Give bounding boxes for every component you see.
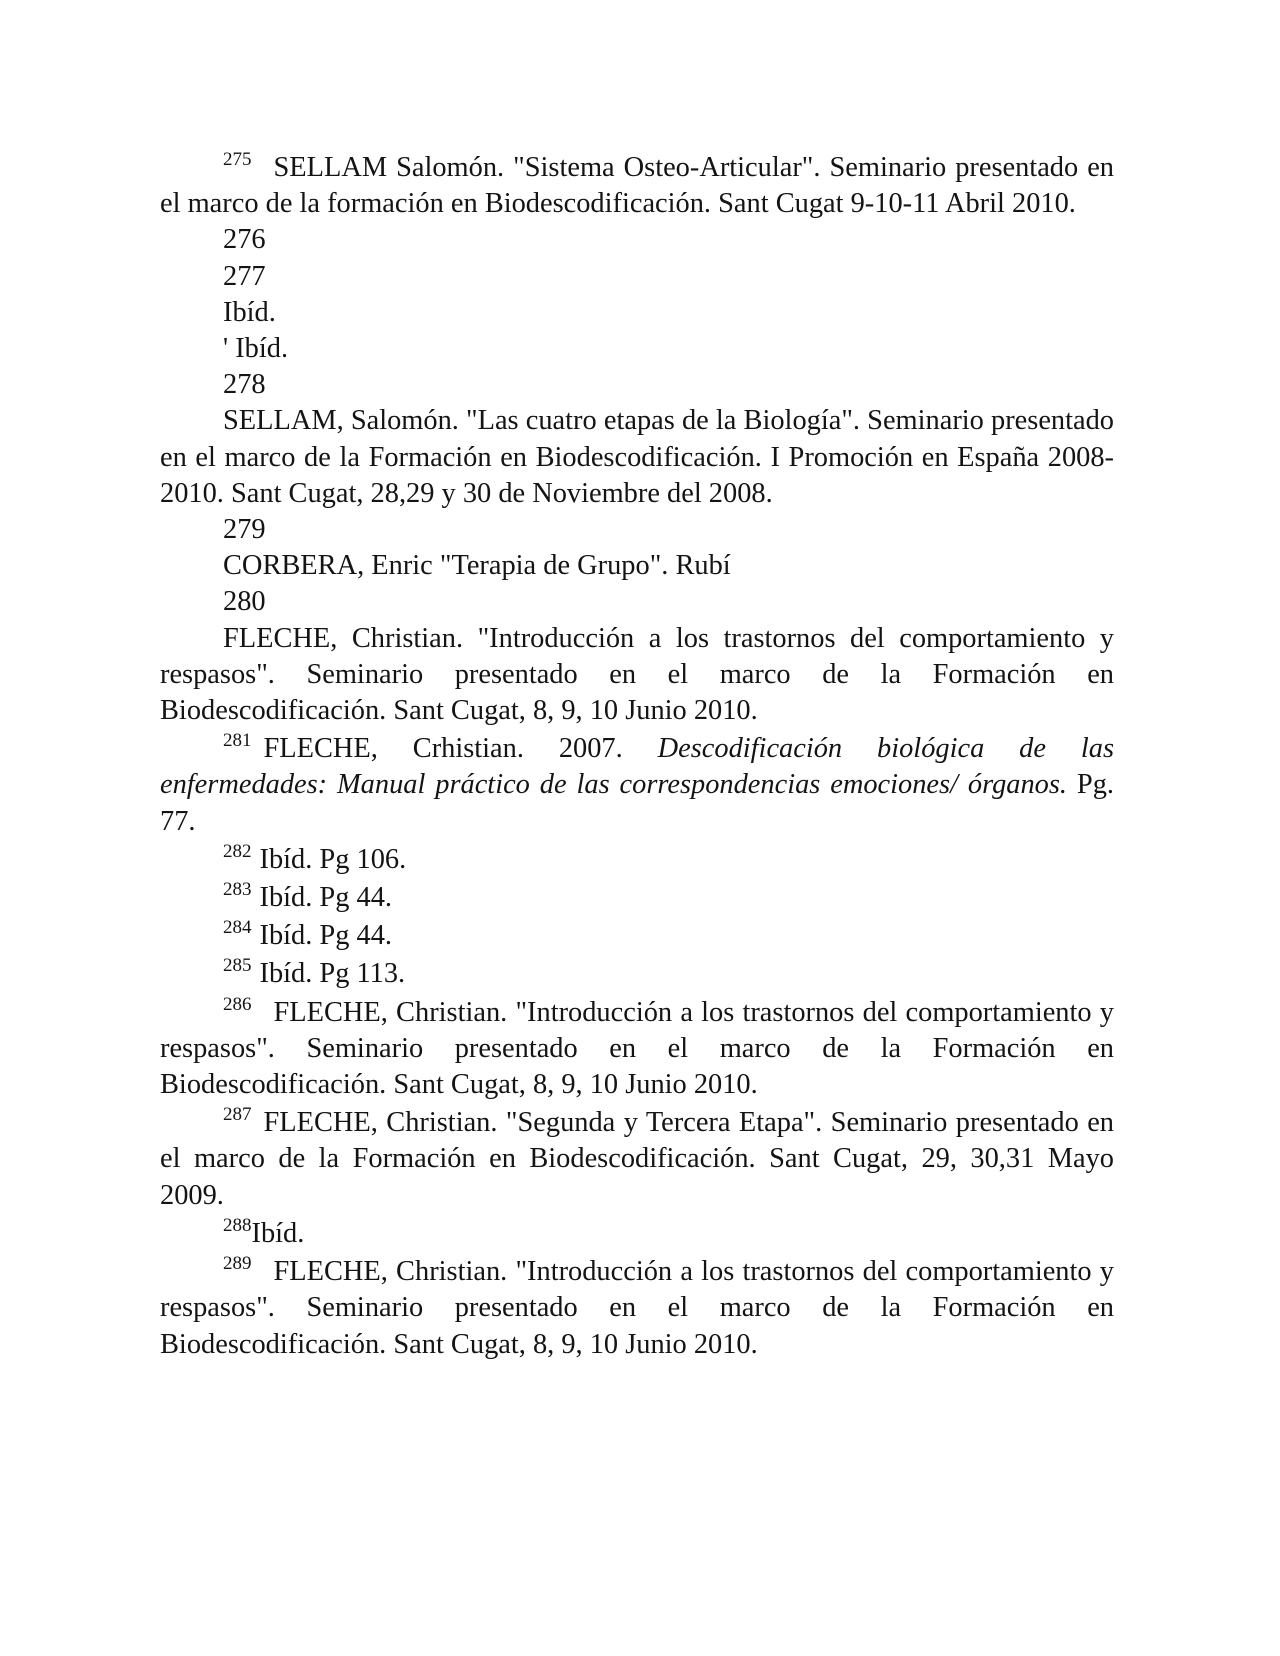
footnote-text: FLECHE, Christian. "Introducción a los trastornos del comportamiento y respasos". Seminario presentado en el marco de la Formación en Biodescodificación. Sant Cugat, 8, 9, 10 Junio 2010. <box>160 1256 1114 1360</box>
footnote-283 <box>160 880 1114 916</box>
footnote-number: 275 <box>223 149 252 170</box>
footnote-page-ref: Pg. 77. <box>160 769 1114 837</box>
book-title: Descodificación biológica de las enfermedades: Manual práctico de las correspondencias emociones/ órganos. <box>160 733 1115 801</box>
footnote-text: Ibíd. Pg 106. <box>259 843 407 875</box>
footnote-sellam-etapas: SELLAM, Salomón. "Las cuatro etapas de la Biología". Seminario presentado en el marco de la Formación en Biodescodificación. I Promoción en España 2008-2010. Sant Cugat, 28,29 y 30 de Noviembre del 2008. <box>160 405 1114 509</box>
footnote-281 <box>160 731 1114 840</box>
footnote-text: Ibíd. Pg 44. <box>259 920 392 952</box>
footnote-text: Ibíd. <box>251 1217 305 1249</box>
footnote-text: Ibíd. Pg 113. <box>259 958 406 990</box>
footnote-287 <box>160 1105 1114 1214</box>
footnote-ibid-apostrophe: ' Ibíd. <box>223 333 289 365</box>
footnote-marker-278: 278 <box>223 369 266 401</box>
footnote-288 <box>160 1216 1114 1252</box>
footnote-text: FLECHE, Christian. "Segunda y Tercera Etapa". Seminario presentado en el marco de la Formación en Biodescodificación. Sant Cugat, 29, 30,31 Mayo 2009. <box>160 1107 1114 1211</box>
footnote-text: SELLAM Salomón. "Sistema Osteo-Articular". Seminario presentado en el marco de la formación en Biodescodificación. Sant Cugat 9-10-11 Abril 2010. <box>160 152 1114 220</box>
footnote-text: FLECHE, Crhistian. 2007. <box>263 733 658 765</box>
footnote-marker-280: 280 <box>223 586 266 618</box>
footnote-text: Ibíd. Pg 44. <box>259 882 392 914</box>
footnote-number: 286 <box>223 993 252 1015</box>
footnote-275 <box>160 150 1114 222</box>
footnote-fleche-trastornos: FLECHE, Christian. "Introducción a los trastornos del comportamiento y respasos". Seminario presentado en el marco de la Formación en Biodescodificación. Sant Cugat, 8, 9, 10 Junio 2010. <box>160 622 1114 727</box>
footnote-number: 282 <box>223 840 252 862</box>
footnotes-page <box>160 150 1114 1363</box>
footnote-number: 288 <box>223 1214 252 1236</box>
footnote-marker-279: 279 <box>223 514 266 546</box>
footnote-286 <box>160 995 1114 1104</box>
footnote-number: 287 <box>223 1104 252 1126</box>
footnote-marker-277: 277 <box>223 260 266 292</box>
footnote-corbera: CORBERA, Enric "Terapia de Grupo". Rubí <box>223 550 731 582</box>
footnote-ibid: Ibíd. <box>223 296 276 328</box>
footnote-number: 289 <box>223 1253 252 1275</box>
footnote-285 <box>160 956 1114 992</box>
footnote-289 <box>160 1254 1114 1363</box>
footnote-number: 283 <box>223 879 252 901</box>
footnote-marker-276: 276 <box>223 224 266 256</box>
footnote-number: 285 <box>223 955 252 977</box>
footnote-text: FLECHE, Christian. "Introducción a los trastornos del comportamiento y respasos". Seminario presentado en el marco de la Formación en Biodescodificación. Sant Cugat, 8, 9, 10 Junio 2010. <box>160 996 1114 1101</box>
footnote-284 <box>160 918 1114 954</box>
footnote-282 <box>160 842 1114 878</box>
footnote-number: 281 <box>223 730 252 752</box>
footnote-number: 284 <box>223 917 252 939</box>
